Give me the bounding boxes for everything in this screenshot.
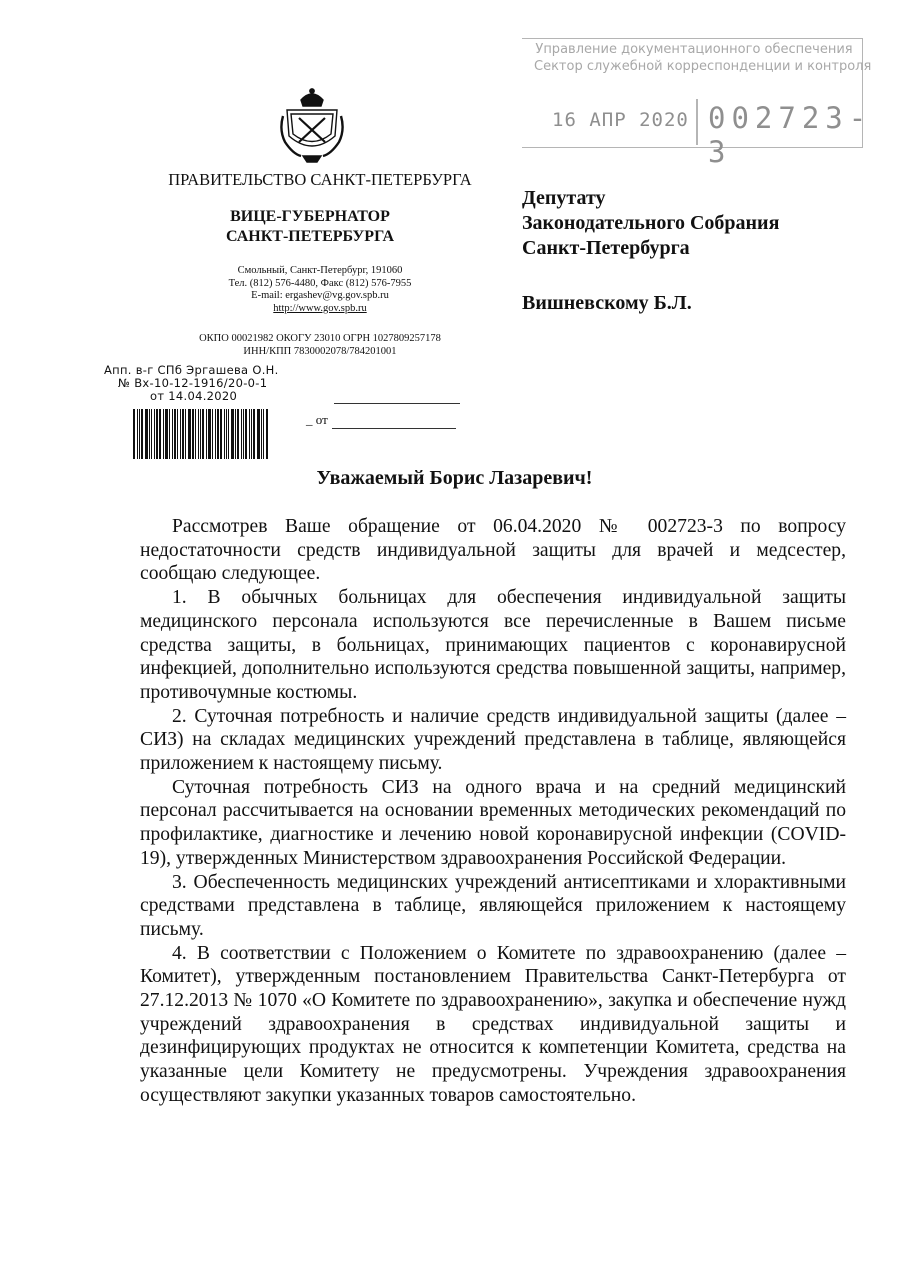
stamp-number: 002723-3 bbox=[708, 101, 873, 169]
barcode-bar bbox=[169, 409, 170, 459]
barcode bbox=[133, 409, 271, 459]
barcode-bar bbox=[243, 409, 244, 459]
stamp-date: 16 АПР 2020 bbox=[552, 109, 689, 131]
barcode-bar bbox=[231, 409, 234, 459]
registration-prefix: _ от bbox=[306, 412, 328, 427]
barcode-bar bbox=[200, 409, 201, 459]
barcode-bar bbox=[220, 409, 222, 459]
codes-line-1: ОКПО 00021982 ОКОГУ 23010 ОГРН 1027809257178 bbox=[199, 333, 441, 344]
registration-date-blank bbox=[332, 412, 456, 429]
paragraph: 3. Обеспеченность медицинских учреждений антисептиками и хлорактивными средствами представлена в таблице, являющейся приложением к настоящему письму. bbox=[140, 871, 846, 940]
barcode-bar bbox=[257, 409, 260, 459]
barcode-bar bbox=[215, 409, 216, 459]
contact-block bbox=[170, 265, 470, 315]
barcode-bar bbox=[145, 409, 148, 459]
paragraph: 2. Суточная потребность и наличие средств индивидуальной защиты (далее – СИЗ) на складах медицинских учреждений представлена в таблице, являющейся приложением к настоящему письму. bbox=[140, 705, 846, 775]
email: E-mail: ergashev@vg.gov.spb.ru bbox=[251, 290, 389, 301]
government-title: ПРАВИТЕЛЬСТВО САНКТ-ПЕТЕРБУРГА bbox=[168, 170, 472, 189]
barcode-bar bbox=[251, 409, 252, 459]
paragraph: Суточная потребность СИЗ на одного врача и на средний медицинский персонал рассчитывается на основании временных методических рекомендаций по профилактике, диагностике и лечению новой коронавирусной инфекции (COVID-19), утвержденных Министерством здравоохранения Российской Федерации. bbox=[140, 776, 846, 869]
registration-date-line bbox=[306, 412, 456, 429]
barcode-bar bbox=[212, 409, 213, 459]
position-line-1: ВИЦЕ-ГУБЕРНАТОР bbox=[230, 208, 390, 225]
stamp-divider bbox=[696, 99, 698, 145]
barcode-bar bbox=[206, 409, 207, 459]
stamp-header bbox=[534, 41, 872, 75]
paragraph: Рассмотрев Ваше обращение от 06.04.2020 № 002723-3 по вопросу недостаточности средств индивидуальной защиты для врачей и медсестер, сообщаю следующее. bbox=[140, 516, 846, 585]
incoming-line-1: Апп. в-г СПб Эргашева О.Н. bbox=[104, 363, 279, 377]
barcode-bar bbox=[163, 409, 164, 459]
website-link[interactable]: http://www.gov.spb.ru bbox=[273, 302, 367, 314]
addressee-name: Вишневскому Б.Л. bbox=[522, 292, 692, 314]
addressee-block bbox=[522, 186, 779, 316]
phone: Тел. (812) 576-4480, Факс (812) 576-7955 bbox=[228, 277, 412, 289]
barcode-bar bbox=[195, 409, 196, 459]
barcode-bar bbox=[165, 409, 168, 459]
barcode-bar bbox=[228, 409, 229, 459]
barcode-bar bbox=[245, 409, 247, 459]
barcode-bar bbox=[249, 409, 250, 459]
barcode-bar bbox=[133, 409, 135, 459]
barcode-bar bbox=[198, 409, 199, 459]
barcode-bar bbox=[217, 409, 219, 459]
incoming-line-2: № Вх-10-12-1916/20-0-1 bbox=[118, 376, 268, 390]
barcode-bar bbox=[235, 409, 236, 459]
paragraph: 1. В обычных больницах для обеспечения индивидуальной защиты медицинского персонала используются все перечисленные в Вашем письме средства защиты, в больницах, принимающих пациентов с коронавирусной инфекцией, дополнительно используются средства повышенной защиты, например, противочумные костюмы. bbox=[140, 587, 846, 703]
barcode-bar bbox=[266, 409, 268, 459]
barcode-bar bbox=[154, 409, 155, 459]
barcode-bar bbox=[226, 409, 227, 459]
position-title bbox=[180, 207, 440, 247]
addressee-line-3: Санкт-Петербурга bbox=[522, 237, 690, 259]
letter-body bbox=[140, 515, 846, 1108]
barcode-bar bbox=[185, 409, 186, 459]
barcode-bar bbox=[172, 409, 173, 459]
incoming-line-3: от 14.04.2020 bbox=[150, 389, 238, 403]
barcode-bar bbox=[137, 409, 138, 459]
barcode-bar bbox=[253, 409, 255, 459]
addressee-line-2: Законодательного Собрания bbox=[522, 212, 780, 234]
position-line-2: САНКТ-ПЕТЕРБУРГА bbox=[225, 228, 395, 245]
address: Смольный, Санкт-Петербург, 191060 bbox=[237, 265, 403, 276]
barcode-bar bbox=[159, 409, 161, 459]
codes-line-2: ИНН/КПП 7830002078/784201001 bbox=[243, 345, 397, 357]
barcode-bar bbox=[174, 409, 176, 459]
barcode-bar bbox=[241, 409, 242, 459]
barcode-bar bbox=[182, 409, 184, 459]
barcode-bar bbox=[208, 409, 211, 459]
paragraph: 4. В соответствии с Положением о Комитете по здравоохранению (далее – Комитет), утвержденным постановлением Правительства Санкт-Петербурга от 27.12.2013 № 1070 «О Комитете по здравоохранению», закупка и обеспечение нужд учреждений здравоохранения в средствах индивидуальной защиты и дезинфицирующих продуктах не относится к компетенции Комитета, средства на указанные цели Комитету не предусмотрены. Учреждения здравоохранения осуществляют закупки указанных товаров самостоятельно. bbox=[140, 942, 846, 1106]
barcode-bar bbox=[263, 409, 264, 459]
registry-codes bbox=[150, 333, 490, 358]
barcode-bar bbox=[224, 409, 225, 459]
barcode-bar bbox=[180, 409, 181, 459]
salutation: Уважаемый Борис Лазаревич! bbox=[316, 467, 593, 489]
coat-of-arms-icon bbox=[279, 86, 345, 164]
incoming-label bbox=[104, 364, 294, 403]
barcode-bar bbox=[202, 409, 204, 459]
barcode-bar bbox=[139, 409, 140, 459]
barcode-bar bbox=[177, 409, 178, 459]
registration-stamp bbox=[522, 38, 873, 169]
barcode-bar bbox=[151, 409, 152, 459]
barcode-bar bbox=[149, 409, 150, 459]
stamp-line-2: Сектор служебной корреспонденции и контроля bbox=[534, 59, 872, 74]
addressee-line-1: Депутату bbox=[522, 187, 606, 209]
barcode-bar bbox=[237, 409, 239, 459]
barcode-bar bbox=[192, 409, 194, 459]
barcode-bar bbox=[261, 409, 262, 459]
barcode-bar bbox=[141, 409, 143, 459]
stamp-line-1: Управление документационного обеспечения bbox=[535, 42, 853, 57]
barcode-bar bbox=[188, 409, 191, 459]
registration-number-line bbox=[334, 403, 460, 404]
barcode-bar bbox=[156, 409, 158, 459]
